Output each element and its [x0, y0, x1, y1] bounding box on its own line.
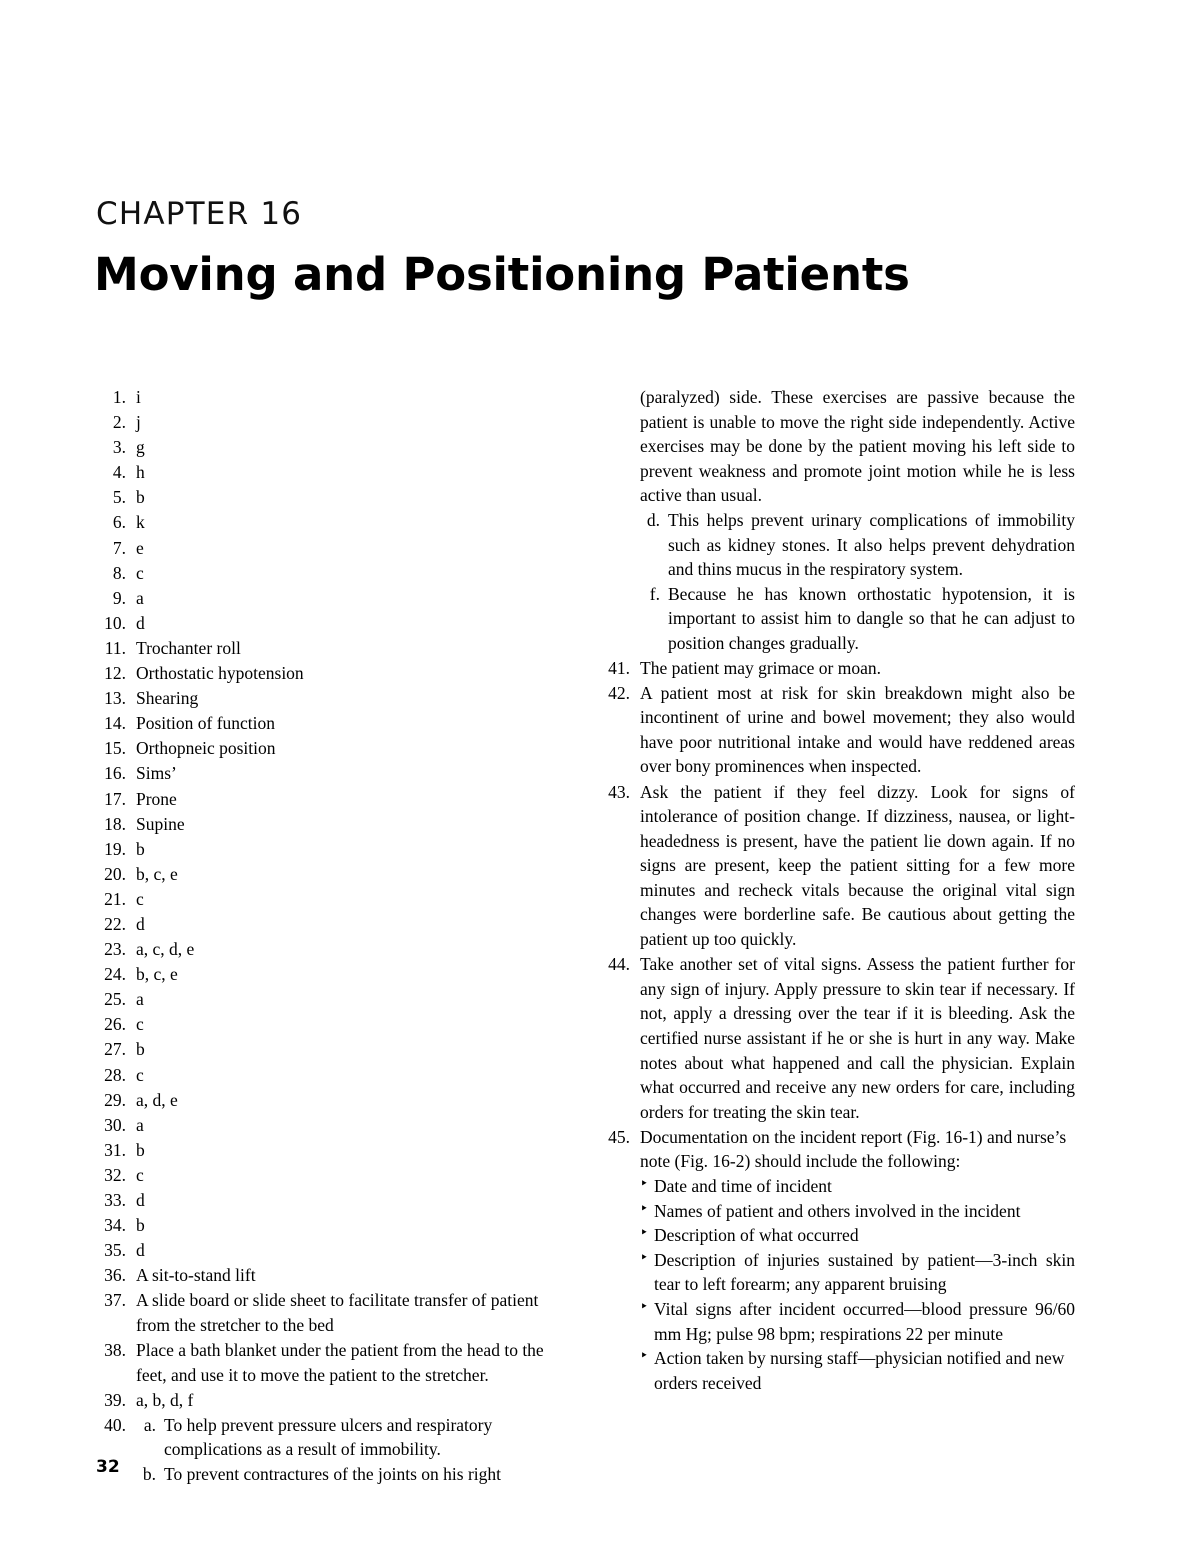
continuation-sub-list: [600, 508, 1075, 656]
item-number: 18.: [104, 813, 126, 834]
item-number: 17.: [104, 788, 126, 809]
item-number: 10.: [104, 612, 126, 633]
item-text: Prone: [136, 788, 177, 809]
bullet-list: [640, 1174, 1075, 1395]
list-item: [96, 661, 566, 686]
item-text: a, c, d, e: [136, 939, 195, 960]
bullet-item: ‣ Date and time of incident: [640, 1174, 1075, 1199]
item-number: 16.: [104, 763, 126, 784]
item-number: 20.: [104, 863, 126, 884]
item-number: 5.: [112, 487, 126, 508]
item-number: 13.: [104, 688, 126, 709]
list-item: [96, 686, 566, 711]
list-item: [96, 460, 566, 485]
right-column: [600, 385, 1075, 1396]
item-text: b: [136, 487, 145, 508]
list-item: [600, 681, 1075, 779]
item-number: 26.: [104, 1014, 126, 1035]
item-text: Position of function: [136, 713, 276, 734]
list-item: [96, 711, 566, 736]
list-item: [96, 1063, 566, 1088]
list-item: [96, 1113, 566, 1138]
item-text: e: [136, 537, 144, 558]
item-text: j: [136, 412, 141, 433]
item-number: 29.: [104, 1089, 126, 1110]
item-text: A patient most at risk for skin breakdown might also be incontinent of urine and bowel movement; they also would have poor nutritional intake and would have reddened areas over bony prominences when inspected.: [640, 682, 1075, 777]
sub-item-label: a.: [143, 1414, 156, 1435]
list-item: [96, 1012, 566, 1037]
sub-item-label: f.: [649, 583, 660, 604]
item-number: 8.: [112, 562, 126, 583]
chapter-label: CHAPTER 16: [96, 196, 303, 232]
item-text: b: [136, 1039, 145, 1060]
list-item: [96, 1338, 566, 1387]
list-item: [96, 561, 566, 586]
list-item: [96, 761, 566, 786]
item-number: 34.: [104, 1215, 126, 1236]
list-item: [96, 987, 566, 1012]
item-text: c: [136, 1064, 144, 1085]
item-number: 44.: [608, 954, 630, 975]
item-text: a, b, d, f: [136, 1389, 194, 1410]
answer-list-left: [96, 385, 566, 1487]
item-text: c: [136, 1014, 144, 1035]
list-item: [96, 1037, 566, 1062]
item-text: a: [136, 587, 144, 608]
list-item-40: [96, 1413, 566, 1487]
item-number: 37.: [104, 1290, 126, 1311]
list-item: [96, 862, 566, 887]
item-text: c: [136, 888, 144, 909]
item-number: 43.: [608, 781, 630, 802]
item-text: d: [136, 1190, 145, 1210]
item-number: 3.: [112, 437, 126, 458]
list-item: [96, 1238, 566, 1263]
item-number: 2.: [112, 412, 126, 433]
list-item: [96, 937, 566, 962]
item-text: A slide board or slide sheet to facilitate transfer of patient from the stretcher to the bed: [136, 1290, 539, 1335]
item-text: A sit-to-stand lift: [136, 1265, 256, 1286]
bullet-item: ‣ Action taken by nursing staff—physician notified and new orders received: [640, 1346, 1075, 1395]
sub-item-f: [640, 582, 1075, 656]
item-number: 1.: [112, 387, 126, 407]
list-item: [96, 410, 566, 435]
item-text: a, d, e: [136, 1089, 178, 1110]
item-number: 4.: [112, 462, 126, 483]
list-item: [96, 1188, 566, 1213]
sub-item-d: [640, 508, 1075, 582]
sub-item-a: [136, 1413, 566, 1462]
sub-item-b: [136, 1462, 566, 1487]
item-number: 28.: [104, 1064, 126, 1085]
sub-item-text: To help prevent pressure ulcers and respiratory complications as a result of immobility.: [164, 1414, 493, 1460]
bullet-item: ‣ Names of patient and others involved in the incident: [640, 1199, 1075, 1224]
page-title: Moving and Positioning Patients: [94, 248, 910, 301]
item-text: b: [136, 1215, 145, 1236]
item-number: 30.: [104, 1114, 126, 1135]
item-text: g: [136, 437, 145, 458]
item-text: Trochanter roll: [136, 637, 241, 658]
list-item: [96, 736, 566, 761]
list-item: [96, 586, 566, 611]
list-item: [96, 510, 566, 535]
item-number: 23.: [104, 939, 126, 960]
sub-list: [136, 1413, 566, 1487]
item-text: Take another set of vital signs. Assess the patient further for any sign of injury. Apply pressure to skin tear if necessary. If not, apply a dressing over the tear if it is bleeding. Ask the certified nurse assistant if he or she is hurt in any way. Make notes about what happened and call the physician. Explain what occurred and receive any new orders for care, including orders for treating the skin tear.: [640, 954, 1075, 1122]
list-item: [96, 912, 566, 937]
item-number: 39.: [104, 1389, 126, 1410]
list-item: [96, 1213, 566, 1238]
item-number: 22.: [104, 913, 126, 934]
list-item: [96, 887, 566, 912]
page-number: 32: [96, 1457, 120, 1477]
item-text: a: [136, 1114, 144, 1135]
item-number: 12.: [104, 663, 126, 684]
list-item: [96, 812, 566, 837]
item-number: 25.: [104, 989, 126, 1010]
list-item: [96, 385, 566, 410]
list-item: [96, 536, 566, 561]
item-number: 38.: [104, 1340, 126, 1361]
item-text: c: [136, 562, 144, 583]
item-text: Orthopneic position: [136, 738, 276, 759]
left-column: [96, 385, 566, 1487]
list-item: [600, 780, 1075, 952]
item-number: 35.: [104, 1240, 126, 1261]
item-text: Supine: [136, 813, 185, 834]
item-number: 9.: [112, 587, 126, 608]
item-text: b, c, e: [136, 863, 178, 884]
sub-item-label: b.: [142, 1464, 156, 1485]
sub-item-text: To prevent contractures of the joints on his right: [164, 1464, 502, 1485]
list-item: [96, 962, 566, 987]
item-text: b: [136, 1139, 145, 1160]
item-text: Ask the patient if they feel dizzy. Look for signs of intolerance of position change. If dizziness, nausea, or light-headedness is present, have the patient lie down again. If no signs are present, keep the patient sitting for a few more minutes and recheck vitals because the original vital sign changes were borderline safe. Be cautious about getting the patient up too quickly.: [640, 781, 1075, 950]
item-number: 14.: [104, 713, 126, 734]
item-number: 27.: [104, 1039, 126, 1060]
item-number: 45.: [608, 1126, 630, 1147]
list-item: [600, 656, 1075, 681]
bullet-item: ‣ Vital signs after incident occurred—blood pressure 96/60 mm Hg; pulse 98 bpm; respirations 22 per minute: [640, 1297, 1075, 1346]
list-item: [96, 837, 566, 862]
item-text: b, c, e: [136, 964, 178, 985]
item-number: 42.: [608, 682, 630, 703]
item-text: Orthostatic hypotension: [136, 663, 304, 684]
item-number: 31.: [104, 1139, 126, 1160]
item-number: 15.: [104, 738, 126, 759]
list-item: [96, 1263, 566, 1288]
item-number: 19.: [104, 838, 126, 859]
sub-item-text: This helps prevent urinary complications of immobility such as kidney stones. It also helps prevent dehydration and thins mucus in the respiratory system.: [668, 509, 1075, 580]
sub-item-label: d.: [646, 509, 660, 530]
sub-item-text: Because he has known orthostatic hypotension, it is important to assist him to dangle so that he can adjust to position changes gradually.: [668, 583, 1075, 653]
item-number: 33.: [104, 1190, 126, 1210]
item-text: The patient may grimace or moan.: [640, 657, 882, 678]
item-text: Shearing: [136, 688, 199, 709]
item-number: 41.: [608, 657, 630, 678]
item-number: 21.: [104, 888, 126, 909]
item-number: 40.: [104, 1414, 126, 1435]
item-text: k: [136, 512, 145, 533]
item-number: 32.: [104, 1164, 126, 1185]
item-text: d: [136, 913, 145, 934]
item-text: d: [136, 612, 145, 633]
list-item-45: [600, 1125, 1075, 1396]
item-text: b: [136, 838, 145, 859]
bullet-item: ‣ Description of injuries sustained by patient—3-inch skin tear to left forearm; any apparent bruising: [640, 1248, 1075, 1297]
item-number: 11.: [104, 637, 126, 658]
list-item: [96, 485, 566, 510]
item-number: 6.: [112, 512, 126, 533]
item-number: 24.: [104, 964, 126, 985]
list-item: [96, 435, 566, 460]
item-text: Sims’: [136, 763, 177, 784]
list-item: [96, 1163, 566, 1188]
item-number: 7.: [112, 537, 126, 558]
list-item: [96, 611, 566, 636]
list-item: [600, 952, 1075, 1124]
continuation-paragraph: (paralyzed) side. These exercises are passive because the patient is unable to move the right side independently. Active exercises may be done by the patient moving his left side to prevent weakness and promote joint motion while he is less active than usual.: [640, 387, 1075, 506]
item-text: a: [136, 989, 144, 1010]
list-item: [96, 787, 566, 812]
list-item: [96, 1138, 566, 1163]
item-text: c: [136, 1164, 144, 1185]
answer-list-right: [600, 656, 1075, 1396]
item-text: d: [136, 1240, 145, 1261]
list-item: [96, 1088, 566, 1113]
item-text: Place a bath blanket under the patient from the head to the feet, and use it to move the patient to the stretcher.: [136, 1340, 544, 1385]
list-item: [96, 636, 566, 661]
item-text: h: [136, 462, 145, 483]
item-text: i: [136, 387, 141, 407]
list-item: [96, 1388, 566, 1413]
item-number: 36.: [104, 1265, 126, 1286]
item-text: Documentation on the incident report (Fig. 16-1) and nurse’s note (Fig. 16-2) should include the following:: [640, 1126, 1067, 1172]
bullet-item: ‣ Description of what occurred: [640, 1223, 1075, 1248]
list-item: [96, 1288, 566, 1337]
